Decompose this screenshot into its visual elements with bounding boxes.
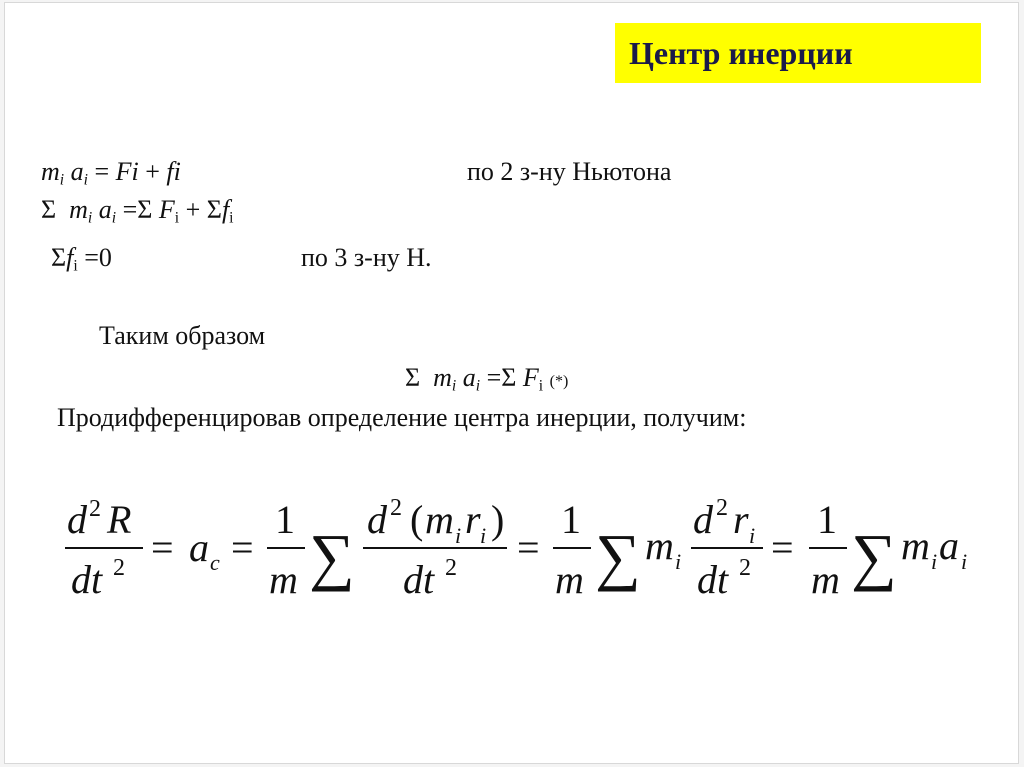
svg-text:i: i	[455, 523, 462, 548]
equation-sum-forces: Σ $m_i$ $a_i =\Sigma$ $F_i + \Sigma f_i$	[41, 195, 234, 227]
svg-text:i: i	[961, 549, 968, 574]
svg-text:1: 1	[561, 497, 581, 542]
svg-text:i: i	[675, 549, 682, 574]
note-newton-second: по 2 з-ну Ньютона	[467, 157, 672, 186]
svg-text:∑: ∑	[595, 521, 641, 592]
svg-text:m: m	[645, 523, 674, 568]
svg-text:2: 2	[716, 495, 728, 521]
svg-text:R: R	[107, 497, 132, 542]
svg-text:∑: ∑	[851, 521, 897, 592]
svg-text:(: (	[410, 497, 424, 542]
center-of-mass-derivative-formula	[5, 3, 1018, 763]
svg-text:2: 2	[89, 496, 101, 522]
svg-text:r: r	[465, 497, 481, 542]
svg-text:d: d	[693, 497, 713, 542]
svg-text:dt: dt	[403, 557, 435, 602]
svg-text:2: 2	[445, 555, 457, 581]
svg-text:2: 2	[739, 555, 751, 581]
svg-text:=: =	[151, 525, 174, 570]
svg-text:m: m	[269, 557, 298, 602]
svg-text:r: r	[733, 497, 749, 542]
svg-text:d: d	[367, 497, 387, 542]
svg-text:c: c	[210, 550, 220, 575]
svg-text:i: i	[480, 523, 487, 548]
svg-text:m: m	[811, 557, 840, 602]
svg-text:=: =	[231, 525, 254, 570]
svg-text:=: =	[517, 525, 540, 570]
equation-result: Σ $m_i$ $a_i =\Sigma$ $F_i$ (*)	[405, 363, 569, 395]
svg-text:d: d	[67, 497, 87, 542]
svg-text:m: m	[901, 523, 930, 568]
svg-text:1: 1	[275, 497, 295, 542]
text-differentiate: Продифференцировав определение центра инерции, получим:	[57, 403, 747, 432]
svg-text:=: =	[771, 525, 794, 570]
svg-text:a: a	[939, 523, 959, 568]
slide-title: Центр инерции	[629, 34, 853, 71]
svg-text:i: i	[931, 549, 938, 574]
svg-text:∑: ∑	[309, 521, 355, 592]
slide	[4, 2, 1019, 764]
svg-text:m: m	[555, 557, 584, 602]
star-mark: (*)	[549, 373, 569, 390]
text-thus: Таким образом	[99, 321, 266, 350]
equation-newton-second: $m_i$ $a_i = Fi$ + fi	[41, 157, 181, 189]
svg-text:1: 1	[817, 497, 837, 542]
svg-text:2: 2	[390, 495, 402, 521]
svg-text:): )	[491, 497, 505, 542]
svg-text:a: a	[189, 525, 209, 570]
note-newton-third: по 3 з-ну Н.	[301, 243, 432, 272]
svg-text:dt: dt	[697, 557, 729, 602]
svg-text:m: m	[425, 497, 454, 542]
svg-text:2: 2	[113, 555, 125, 581]
equation-internal-zero: $\Sigma f_i =0$	[51, 243, 112, 275]
svg-text:i: i	[749, 523, 756, 548]
svg-text:dt: dt	[71, 557, 103, 602]
